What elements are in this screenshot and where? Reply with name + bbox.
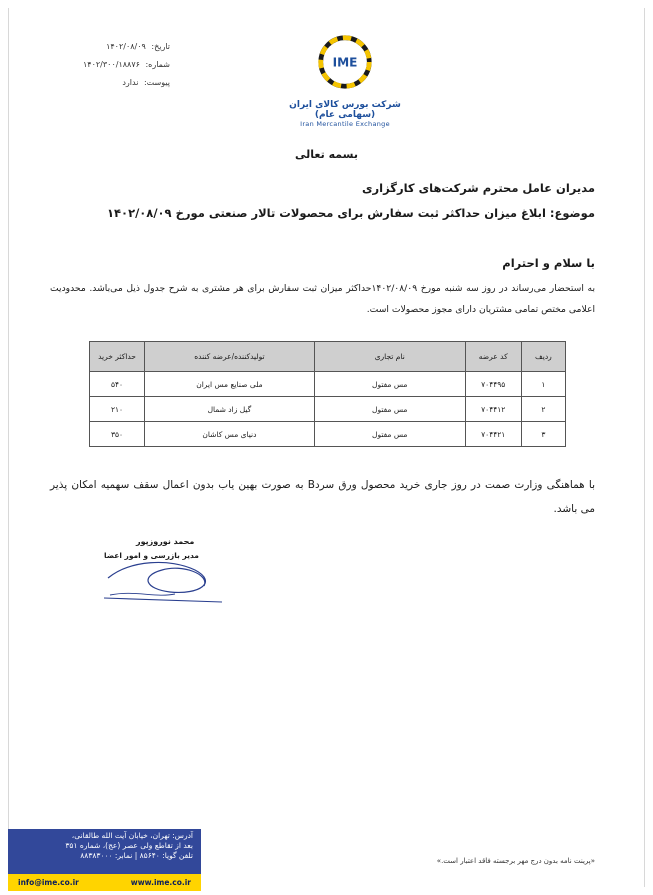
logo-mark-text: IME xyxy=(332,55,358,70)
attachment-label: پیوست: xyxy=(143,78,170,87)
number-row xyxy=(70,56,170,74)
logo-name-fa: شرکت بورس کالای ایران (سهامی عام) xyxy=(289,100,401,120)
footer-contact-box xyxy=(8,829,201,891)
cell-offer-code: ۷۰۴۴۱۲ xyxy=(465,397,521,422)
body-paragraph: به استحضار می‌رساند در روز سه شنبه مورخ ۱۴۰۲/۰۸/۰۹حداکثر میزان ثبت سفارش برای هر مشتری به شرح جدول ذیل می‌باشد. محدودیت اعلامی مختص تمامی مشتریان دارای مجوز محصولات است. xyxy=(50,283,595,315)
attachment-row xyxy=(70,74,170,92)
cell-row-number: ۳ xyxy=(521,422,565,447)
letter-meta xyxy=(70,38,170,92)
table-row xyxy=(90,422,566,447)
greeting: با سلام و احترام xyxy=(502,256,595,270)
signer-name: محمد نوروزپور xyxy=(136,537,195,546)
cell-offer-code: ۷۰۴۴۲۱ xyxy=(465,422,521,447)
footer-website[interactable]: www.ime.co.ir xyxy=(130,878,191,887)
table-row xyxy=(90,372,566,397)
header-row-number: ردیف xyxy=(521,342,565,372)
cell-producer: گیل زاد شمال xyxy=(145,397,315,422)
cell-trade-name: مس مفتول xyxy=(314,372,465,397)
cell-max-buy: ۵۴۰ xyxy=(90,372,145,397)
table-header-row xyxy=(90,342,566,372)
cell-offer-code: ۷۰۴۴۹۵ xyxy=(465,372,521,397)
page-border xyxy=(8,8,645,887)
cell-producer: دنیای مس کاشان xyxy=(145,422,315,447)
ime-logo xyxy=(270,34,420,128)
phone-line: تلفن گویا: ۸۵۶۴۰ | نمابر: ۸۸۳۸۳۰۰۰ xyxy=(80,851,193,860)
date-row xyxy=(70,38,170,56)
header-offer-code: کد عرضه xyxy=(465,342,521,372)
footer-contact-strip xyxy=(8,874,201,891)
cell-max-buy: ۲۱۰ xyxy=(90,397,145,422)
subject-line: موضوع: ابلاغ میزان حداکثر ثبت سفارش برای محصولات تالار صنعتی مورخ ۱۴۰۲/۰۸/۰۹ xyxy=(107,206,595,220)
date-label: تاریخ: xyxy=(151,42,170,51)
cell-producer: ملی صنایع مس ایران xyxy=(145,372,315,397)
addressee: مدیران عامل محترم شرکت‌های کارگزاری xyxy=(362,181,595,195)
address-line: آدرس: تهران، خیابان آیت الله طالقانی، xyxy=(71,831,193,840)
header-max-buy: حداکثر خرید xyxy=(90,342,145,372)
header-producer: تولیدکننده/عرضه کننده xyxy=(145,342,315,372)
cell-trade-name: مس مفتول xyxy=(314,397,465,422)
number-value: ۱۴۰۲/۳۰۰/۱۸۸۷۶ xyxy=(82,60,140,69)
signer-title: مدیر بازرسی و امور اعضا xyxy=(104,551,199,560)
cell-row-number: ۲ xyxy=(521,397,565,422)
footer-email[interactable]: info@ime.co.ir xyxy=(18,878,79,887)
logo-name-en: Iran Mercantile Exchange xyxy=(300,120,390,128)
attachment-value: ندارد xyxy=(122,78,139,87)
basmala: بسمه تعالی xyxy=(295,148,358,161)
cell-row-number: ۱ xyxy=(521,372,565,397)
cell-max-buy: ۳۵۰ xyxy=(90,422,145,447)
address-line: بعد از تقاطع ولی عصر (عج)، شماره ۳۵۱ xyxy=(65,841,193,850)
date-value: ۱۴۰۲/۰۸/۰۹ xyxy=(106,42,146,51)
validity-note: «پرینت نامه بدون درج مهر برجسته فاقد اعتبار است.» xyxy=(436,857,595,865)
header-trade-name: نام تجاری xyxy=(314,342,465,372)
number-label: شماره: xyxy=(145,60,170,69)
ime-logo-icon xyxy=(317,34,373,90)
cell-trade-name: مس مفتول xyxy=(314,422,465,447)
table-row xyxy=(90,397,566,422)
order-limit-table xyxy=(89,341,566,447)
closing-paragraph: با هماهنگی وزارت صمت در روز جاری خرید محصول ورق سردB به صورت بهین یاب بدون اعمال سقف سهمیه امکان پذیر می باشد. xyxy=(50,479,595,515)
footer-address xyxy=(8,831,201,871)
